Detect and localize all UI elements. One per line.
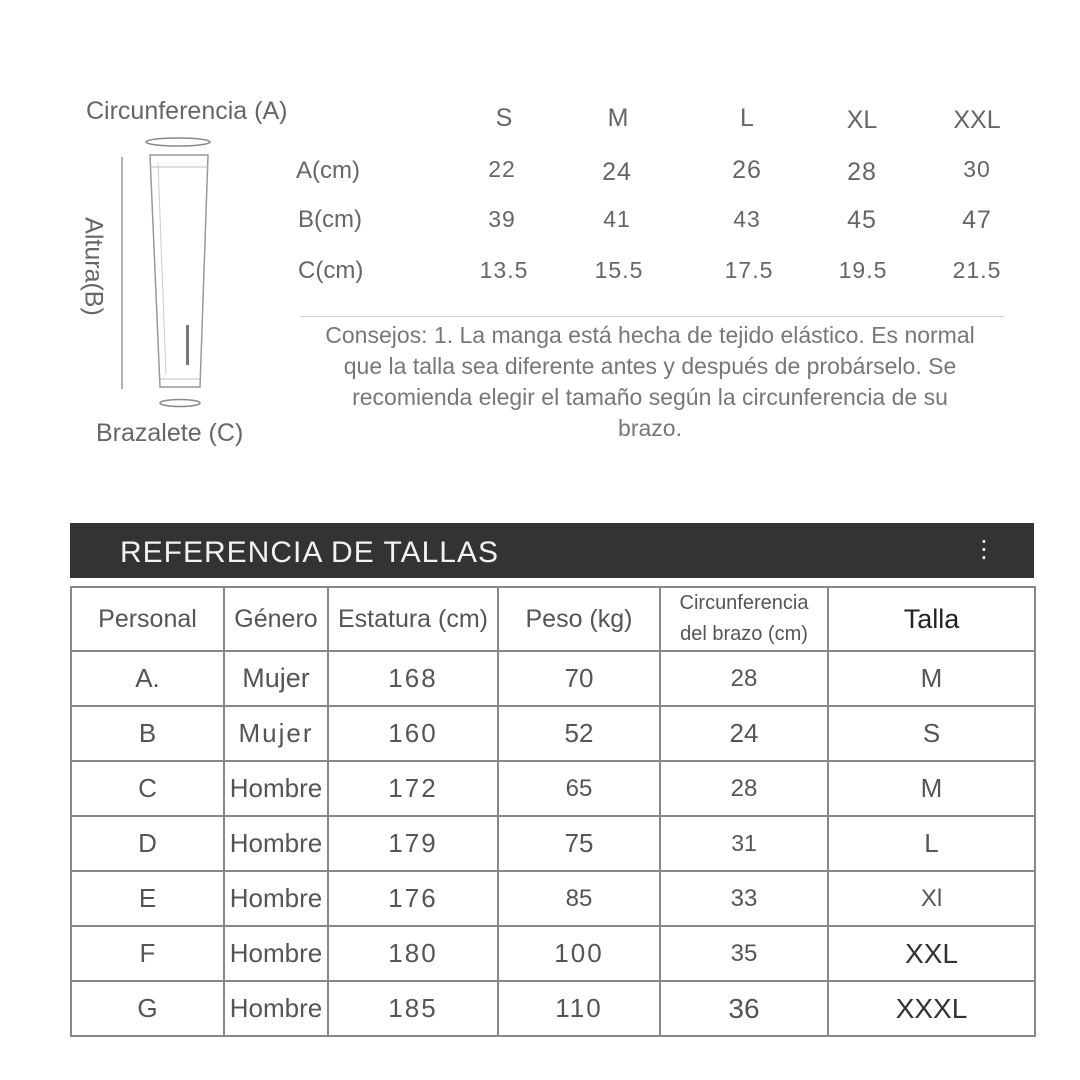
table-row bbox=[71, 651, 1035, 706]
value-a-xxl: 30 bbox=[963, 156, 991, 182]
tips-note: Consejos: 1. La manga está hecha de tejido elástico. Es normal que la talla sea diferente antes y después de probárselo. Se recomienda elegir el tamaño según la circunferencia de su brazo. bbox=[325, 322, 975, 441]
cell-peso: 52 bbox=[498, 706, 660, 761]
reference-title: REFERENCIA DE TALLAS bbox=[120, 536, 500, 569]
value-b-xxl: 47 bbox=[962, 206, 992, 234]
header-circunferencia-line1: Circunferencia bbox=[679, 592, 809, 614]
cell-estatura: 176 bbox=[328, 871, 498, 926]
cell-estatura: 180 bbox=[328, 926, 498, 981]
cell-genero: Mujer bbox=[224, 706, 328, 761]
cell-talla: S bbox=[828, 706, 1035, 761]
reference-banner bbox=[70, 523, 1034, 578]
circumference-label: Circunferencia (A) bbox=[86, 97, 288, 125]
cell-genero: Mujer bbox=[224, 651, 328, 706]
value-c-s: 13.5 bbox=[479, 257, 529, 283]
cell-brazo: 33 bbox=[660, 871, 828, 926]
size-header-m: M bbox=[607, 104, 629, 132]
cell-genero: Hombre bbox=[224, 761, 328, 816]
value-a-m: 24 bbox=[602, 158, 632, 186]
cell-brazo: 36 bbox=[660, 981, 828, 1036]
cell-brazo: 28 bbox=[660, 761, 828, 816]
cell-peso: 70 bbox=[498, 651, 660, 706]
cell-personal: G bbox=[71, 981, 224, 1036]
table-row bbox=[71, 871, 1035, 926]
value-c-xxl: 21.5 bbox=[952, 257, 1002, 283]
cell-personal: A. bbox=[71, 651, 224, 706]
header-estatura: Estatura (cm) bbox=[328, 587, 498, 651]
size-header-xl: XL bbox=[846, 106, 878, 134]
value-b-s: 39 bbox=[488, 206, 516, 232]
cell-genero: Hombre bbox=[224, 981, 328, 1036]
header-personal: Personal bbox=[71, 587, 224, 651]
table-row bbox=[71, 816, 1035, 871]
cell-estatura: 185 bbox=[328, 981, 498, 1036]
cell-peso: 110 bbox=[498, 981, 660, 1036]
cell-personal: F bbox=[71, 926, 224, 981]
sleeve-diagram-icon bbox=[110, 135, 220, 415]
value-c-m: 15.5 bbox=[594, 257, 644, 283]
cell-talla: XXXL bbox=[828, 981, 1035, 1036]
row-label-b: B(cm) bbox=[298, 206, 362, 233]
cell-personal: C bbox=[71, 761, 224, 816]
cell-estatura: 160 bbox=[328, 706, 498, 761]
cell-personal: B bbox=[71, 706, 224, 761]
cell-peso: 65 bbox=[498, 761, 660, 816]
size-header-s: S bbox=[495, 104, 513, 132]
value-a-s: 22 bbox=[488, 156, 516, 182]
cell-talla: M bbox=[828, 651, 1035, 706]
row-label-c: C(cm) bbox=[298, 257, 364, 284]
header-talla: Talla bbox=[828, 587, 1035, 651]
value-c-xl: 19.5 bbox=[838, 257, 888, 283]
cell-brazo: 35 bbox=[660, 926, 828, 981]
value-b-xl: 45 bbox=[847, 206, 877, 234]
cell-personal: D bbox=[71, 816, 224, 871]
header-circunferencia-line2: del brazo (cm) bbox=[680, 623, 808, 645]
cell-peso: 100 bbox=[498, 926, 660, 981]
table-row bbox=[71, 761, 1035, 816]
cell-peso: 85 bbox=[498, 871, 660, 926]
divider-line bbox=[300, 316, 1005, 317]
cell-talla: L bbox=[828, 816, 1035, 871]
cell-estatura: 168 bbox=[328, 651, 498, 706]
cell-brazo: 24 bbox=[660, 706, 828, 761]
bracelet-label: Brazalete (C) bbox=[96, 419, 244, 447]
value-a-l: 26 bbox=[732, 156, 762, 184]
more-options-icon[interactable]: ⋮ bbox=[972, 536, 996, 563]
value-b-m: 41 bbox=[603, 206, 631, 232]
value-c-l: 17.5 bbox=[724, 257, 774, 283]
cell-estatura: 179 bbox=[328, 816, 498, 871]
cell-talla: M bbox=[828, 761, 1035, 816]
cell-talla: XXL bbox=[828, 926, 1035, 981]
table-row bbox=[71, 926, 1035, 981]
cell-talla: Xl bbox=[828, 871, 1035, 926]
height-label: Altura(B) bbox=[79, 217, 108, 316]
value-b-l: 43 bbox=[733, 206, 761, 232]
row-label-a: A(cm) bbox=[296, 157, 360, 184]
cell-genero: Hombre bbox=[224, 871, 328, 926]
table-row bbox=[71, 981, 1035, 1036]
value-a-xl: 28 bbox=[847, 158, 877, 186]
header-genero: Género bbox=[224, 587, 328, 651]
reference-table bbox=[70, 586, 1036, 1037]
header-circunferencia bbox=[660, 587, 828, 651]
cell-estatura: 172 bbox=[328, 761, 498, 816]
cell-genero: Hombre bbox=[224, 816, 328, 871]
table-row bbox=[71, 706, 1035, 761]
cell-peso: 75 bbox=[498, 816, 660, 871]
size-header-l: L bbox=[740, 104, 754, 132]
table-header-row bbox=[71, 587, 1035, 651]
cell-personal: E bbox=[71, 871, 224, 926]
cell-genero: Hombre bbox=[224, 926, 328, 981]
cell-brazo: 31 bbox=[660, 816, 828, 871]
header-peso: Peso (kg) bbox=[498, 587, 660, 651]
size-header-xxl: XXL bbox=[953, 106, 1001, 134]
cell-brazo: 28 bbox=[660, 651, 828, 706]
